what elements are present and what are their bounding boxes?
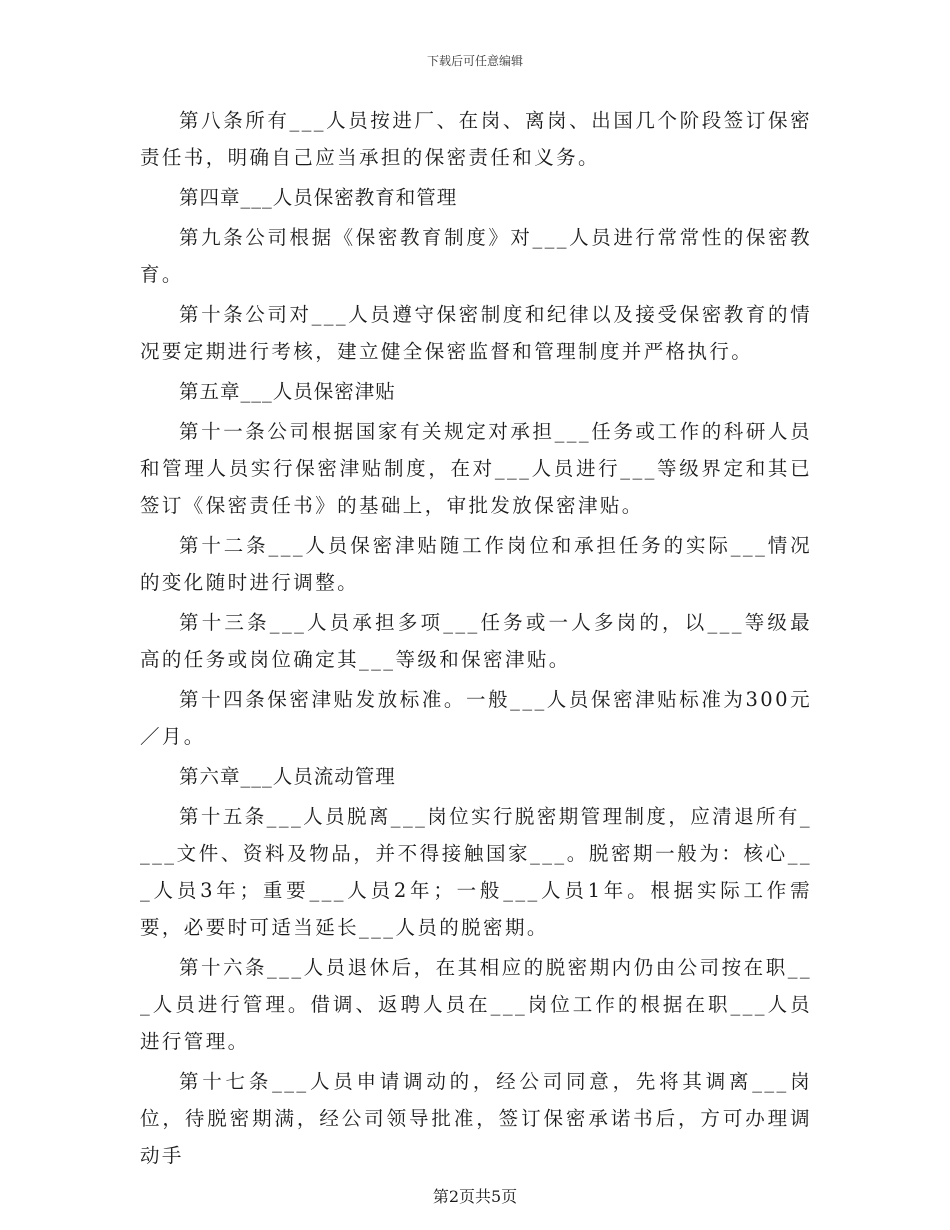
chapter-4-heading: 第四章___人员保密教育和管理 [179,186,458,209]
article-13: 第十三条___人员承担多项___任务或一人多岗的，以___等级最高的任务或岗位确定其___等级和保密津贴。 [140,611,812,671]
article-10: 第十条公司对___人员遵守保密制度和纪律以及接受保密教育的情况要定期进行考核，建立健全保密监督和管理制度并严格执行。 [140,303,812,363]
page-header: 下载后可任意编辑 [426,54,523,68]
page-footer: 第2页共5页 [432,1187,518,1206]
chapter-5-heading: 第五章___人员保密津贴 [179,380,396,403]
chapter-6-heading: 第六章___人员流动管理 [179,765,396,788]
article-17: 第十七条___人员申请调动的，经公司同意，先将其调离___岗位，待脱密期满，经公司领导批准，签订保密承诺书后，方可办理调动手 [140,1070,812,1167]
article-14: 第十四条保密津贴发放标准。一般___人员保密津贴标准为300元／月。 [140,688,812,748]
article-9: 第九条公司根据《保密教育制度》对___人员进行常常性的保密教育。 [140,226,812,286]
article-16: 第十六条___人员退休后，在其相应的脱密期内仍由公司按在职___人员进行管理。借调、返聘人员在___岗位工作的根据在职___人员进行管理。 [140,956,812,1053]
article-15: 第十五条___人员脱离___岗位实行脱密期管理制度，应清退所有____文件、资料及物品，并不得接触国家___。脱密期一般为：核心___人员3年；重要___人员2年；一般___人员1年。根据实际工作需要，必要时可适当延长___人员的脱密期。 [140,805,812,939]
article-8: 第八条所有___人员按进厂、在岗、离岗、出国几个阶段签订保密责任书，明确自己应当承担的保密责任和义务。 [140,109,812,169]
document-body [140,102,812,1177]
article-11: 第十一条公司根据国家有关规定对承担___任务或工作的科研人员和管理人员实行保密津贴制度，在对___人员进行___等级界定和其已签订《保密责任书》的基础上，审批发放保密津贴。 [140,420,812,517]
article-12: 第十二条___人员保密津贴随工作岗位和承担任务的实际___情况的变化随时进行调整。 [140,534,812,594]
